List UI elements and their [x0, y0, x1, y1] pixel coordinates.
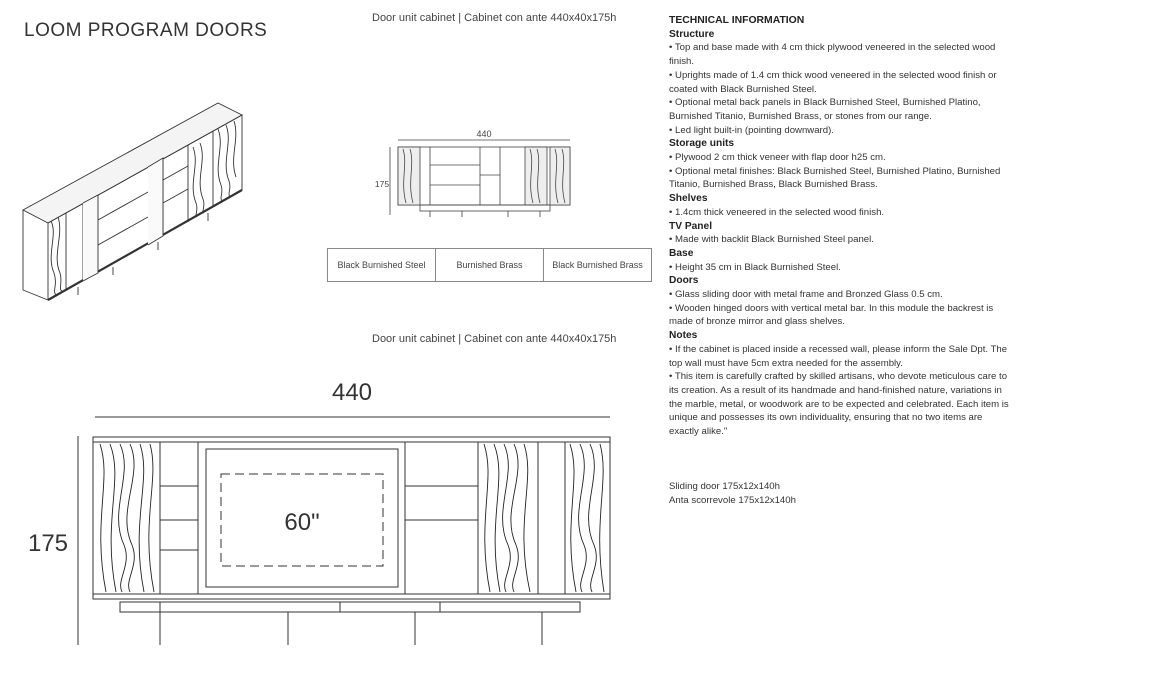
section-title-notes: Notes [669, 330, 698, 342]
bullet: • Glass sliding door with metal frame and Bronzed Glass 0.5 cm. [669, 289, 943, 301]
large-height-label: 175 [27, 530, 69, 557]
finishes-table [327, 248, 652, 282]
bullet: • Plywood 2 cm thick veneer with flap door h25 cm. [669, 152, 886, 164]
bullet: • Height 35 cm in Black Burnished Steel. [669, 261, 841, 273]
bullet: • 1.4cm thick veneered in the selected wood finish. [669, 206, 885, 218]
bullet: • If the cabinet is placed inside a recessed wall, please inform the Sale Dpt. The top wall must have 5cm extra needed for the assembly. [669, 343, 1008, 369]
tv-size-label: 60" [284, 509, 320, 536]
finish-cell: Black Burnished Brass [544, 249, 652, 282]
section-title-structure: Structure [669, 28, 715, 40]
small-width-label: 440 [476, 129, 492, 139]
bullet: • Optional metal back panels in Black Burnished Steel, Burnished Platino, Burnished Titanio, Burnished Brass, or stones from our range. [669, 97, 981, 122]
sliding-door-it: Anta scorrevole 175x12x140h [669, 494, 796, 506]
small-front-elevation [370, 125, 575, 220]
section-title-base: Base [669, 247, 694, 259]
bullet: • Made with backlit Black Burnished Steel panel. [669, 234, 874, 246]
large-width-label: 440 [331, 379, 373, 406]
bullet: • Wooden hinged doors with vertical metal bar. In this module the backrest is made of bronze mirror and glass shelves. [669, 302, 994, 328]
section-title-storage-units: Storage units [669, 138, 735, 150]
finish-cell: Black Burnished Steel [328, 249, 436, 282]
bullet: • Top and base made with 4 cm thick plywood veneered in the selected wood finish. [669, 42, 996, 68]
page-title: LOOM PROGRAM DOORS [24, 20, 268, 41]
section-title-tv-panel: TV Panel [669, 220, 713, 232]
section-title-shelves: Shelves [669, 193, 708, 205]
bullet: • This item is carefully crafted by skilled artisans, who devote meticulous care to its creation. As a result of its handmade and hand-finished nature, variations in the marble, metal, or woodwork are to be expected and celebrated. Each item is unique and possesses its own individuality, ensuring that no two items are exactly alike." [669, 371, 1009, 438]
technical-information [669, 14, 1009, 439]
finish-cell: Burnished Brass [436, 249, 544, 282]
bullet: • Led light built-in (pointing downward). [669, 124, 834, 136]
bullet: • Optional metal finishes: Black Burnished Steel, Burnished Platino, Burnished Titanio, Burnished Brass, Black Burnished Brass. [669, 165, 1001, 191]
bullet: • Uprights made of 1.4 cm thick wood veneered in the selected wood finish or coated with Black Burnished Steel. [669, 69, 997, 95]
section-title-doors: Doors [669, 275, 699, 287]
sliding-door-note [669, 480, 796, 507]
sliding-door-en: Sliding door 175x12x140h [669, 481, 780, 492]
finishes-row [328, 249, 652, 282]
tech-title: TECHNICAL INFORMATION [669, 15, 805, 26]
large-front-elevation [20, 370, 620, 655]
small-height-label: 175 [374, 179, 390, 189]
isometric-cabinet-drawing [18, 95, 248, 305]
caption-small-elevation: Door unit cabinet | Cabinet con ante 440x40x175h [372, 12, 617, 24]
caption-large-elevation: Door unit cabinet | Cabinet con ante 440x40x175h [372, 333, 617, 345]
